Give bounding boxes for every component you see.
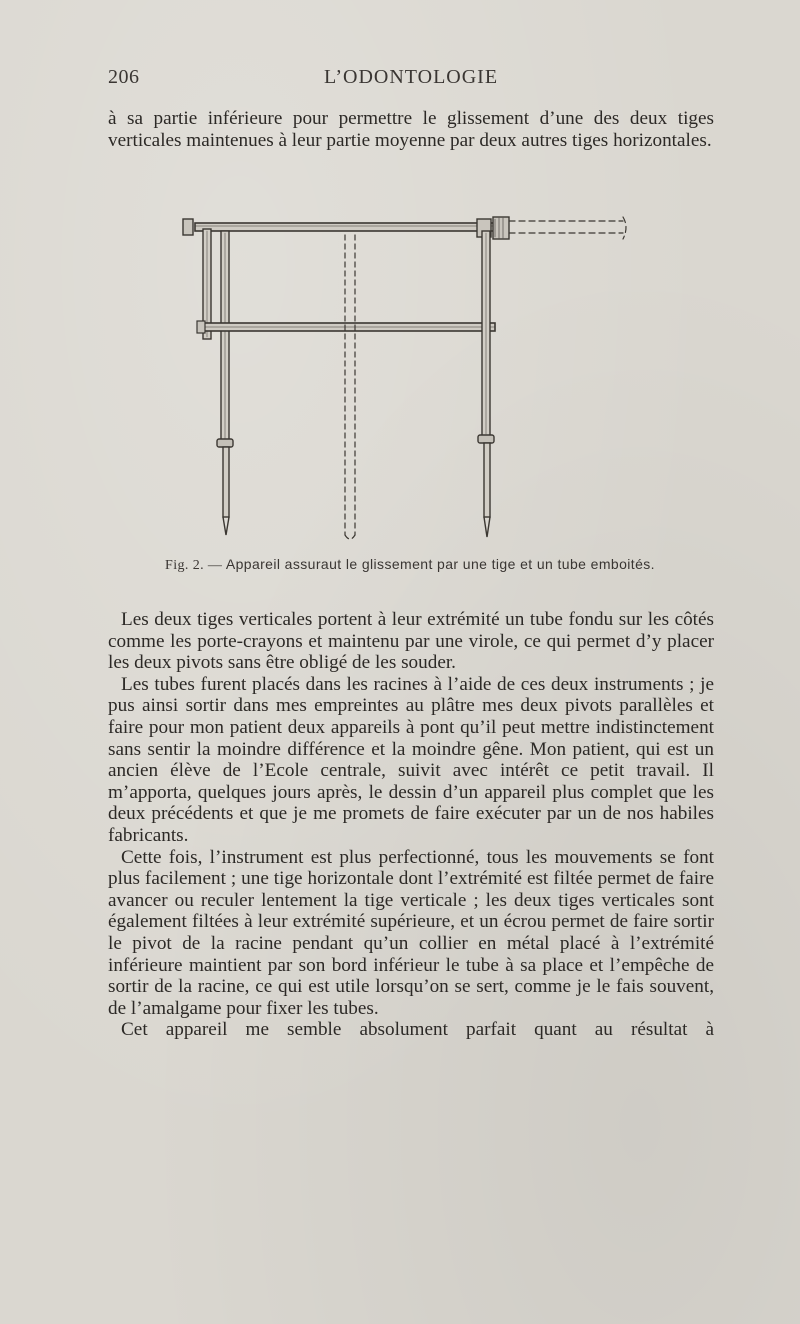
page-header [108,66,714,92]
figure-caption [100,556,720,574]
figure-apparatus [175,205,635,555]
body-text [108,609,714,1041]
dashed-vertical-rod [345,235,355,539]
figure-label: Fig. 2. — [165,558,223,573]
intro-text [108,108,714,151]
page-number: 206 [108,66,140,88]
top-horizontal-rod [183,217,509,239]
left-vertical-rod [203,229,233,535]
paragraph-3: Cette fois, l’instrument est plus perfectionné, tous les mouvements se font plus facilement ; une tige horizontale dont l’extrémité est filtée permet de faire avancer ou reculer lentement la tige verticale ; les deux tiges verticales sont également filtées à leur extrémité supérieure, et un écrou permet de faire sortir le pivot de la racine pendant qu’un collier en métal placé à l’extrémité inférieure maintient par son bord inférieur le tube à sa place et l’empêche de sortir de la racine, ce qui est utile lorsqu’on se sert, comme je le fais souvent, de l’amalgame pour fixer les tubes. [108,846,714,1019]
paragraph-4: Cet appareil me semble absolument parfait quant au résultat à [121,1019,714,1041]
paragraph-2: Les tubes furent placés dans les racines à l’aide de ces deux instruments ; je pus ainsi sortir dans mes empreintes au plâtre mes deux pivots parallèles et faire pour mon patient deux appareils à pont qu’il peut mettre indistinctement sans sentir la moindre différence et la moindre gêne. Mon patient, qui est un ancien élève de l’Ecole centrale, suivit avec intérêt ce petit travail. Il m’apporta, quelques jours après, le dessin d’un appareil plus complet que les deux précédents et que je me promets de faire exécuter par un de nos habiles fabricants. [108,673,714,846]
apparatus-illustration [175,205,635,555]
middle-horizontal-rod [197,321,495,333]
figure-caption-text: Appareil assuraut le glissement par une tige et un tube emboités. [225,556,655,572]
running-title: L’ODONTOLOGIE [323,66,499,88]
intro-paragraph: à sa partie inférieure pour permettre le glissement d’une des deux tiges verticales maintenues à leur partie moyenne par deux autres tiges horizontales. [108,108,714,151]
right-vertical-rod [478,231,494,537]
dashed-rod-extension [509,217,626,239]
paragraph-1: Les deux tiges verticales portent à leur extrémité un tube fondu sur les côtés comme les porte-crayons et maintenu par une virole, ce qui permet d’y placer les deux pivots sans être obligé de les souder. [108,609,714,674]
